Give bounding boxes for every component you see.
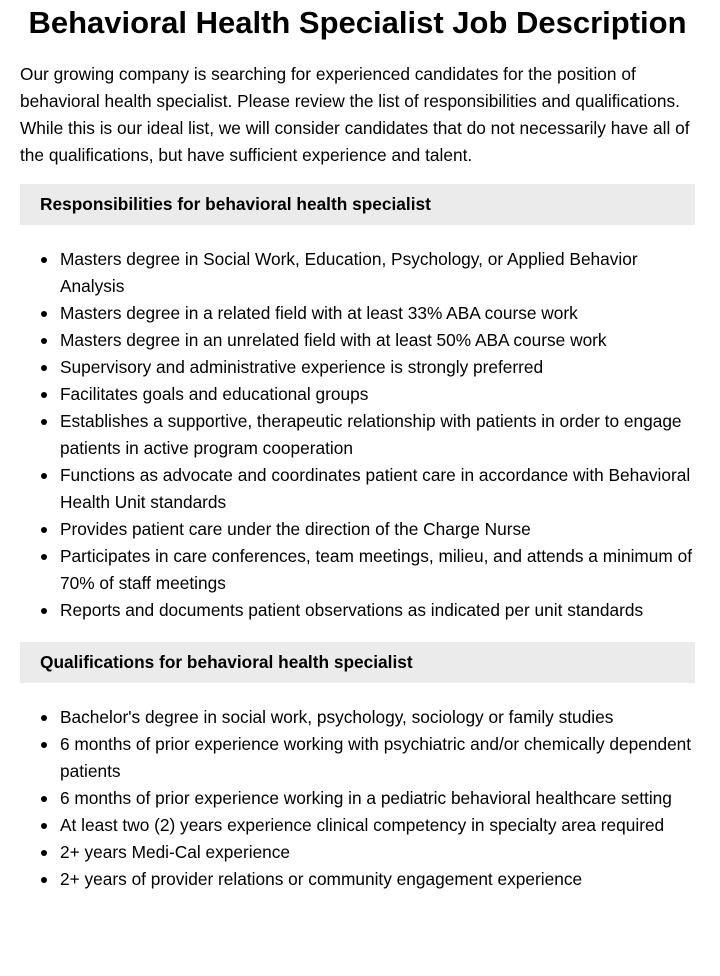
responsibility-item [20,408,695,462]
responsibility-text: Provides patient care under the direction of the Charge Nurse [60,519,531,539]
responsibilities-heading: Responsibilities for behavioral health specialist [20,184,695,225]
qualification-item [20,839,695,866]
responsibility-text: Masters degree in a related field with at least 33% ABA course work [60,303,578,323]
bullet-icon [41,365,47,371]
responsibilities-list [20,246,695,624]
responsibility-item [20,300,695,327]
responsibility-item [20,597,695,624]
bullet-icon [41,392,47,398]
bullet-icon [41,796,47,802]
bullet-icon [41,850,47,856]
qualification-text: 6 months of prior experience working with psychiatric and/or chemically dependent patients [60,734,692,781]
responsibility-text: Masters degree in an unrelated field with at least 50% ABA course work [60,330,607,350]
responsibility-text: Establishes a supportive, therapeutic relationship with patients in order to engage patients in active program cooperation [60,411,682,458]
qualification-item [20,704,695,731]
bullet-icon [41,473,47,479]
page-title: Behavioral Health Specialist Job Description [28,5,687,40]
bullet-icon [41,877,47,883]
qualifications-list [20,704,695,893]
qualification-text: 2+ years Medi-Cal experience [60,842,291,862]
qualification-item [20,812,695,839]
responsibility-item [20,543,695,597]
responsibility-text: Facilitates goals and educational groups [60,384,369,404]
bullet-icon [41,527,47,533]
responsibility-item [20,462,695,516]
bullet-icon [41,311,47,317]
responsibility-text: Functions as advocate and coordinates patient care in accordance with Behavioral Health Unit standards [60,465,691,512]
bullet-icon [41,823,47,829]
intro-paragraph: Our growing company is searching for experienced candidates for the position of behavioral health specialist. Please review the list of responsibilities and qualifications. While this is our ideal list, we will consider candidates that do not necessarily have all of the qualifications, but have sufficient experience and talent. [20,64,690,165]
responsibility-text: Supervisory and administrative experience is strongly preferred [60,357,544,377]
responsibility-text: Reports and documents patient observations as indicated per unit standards [60,600,644,620]
responsibility-item [20,246,695,300]
qualification-text: 2+ years of provider relations or community engagement experience [60,869,583,889]
qualification-item [20,785,695,812]
bullet-icon [41,608,47,614]
bullet-icon [41,554,47,560]
responsibility-text: Masters degree in Social Work, Education, Psychology, or Applied Behavior Analysis [60,249,638,296]
responsibility-item [20,516,695,543]
qualifications-heading: Qualifications for behavioral health specialist [20,642,695,683]
qualification-item [20,866,695,893]
responsibility-text: Participates in care conferences, team meetings, milieu, and attends a minimum of 70% of staff meetings [60,546,693,593]
qualification-item [20,731,695,785]
qualification-text: 6 months of prior experience working in a pediatric behavioral healthcare setting [60,788,672,808]
bullet-icon [41,742,47,748]
responsibility-item [20,327,695,354]
bullet-icon [41,257,47,263]
bullet-icon [41,338,47,344]
responsibility-item [20,381,695,408]
qualification-text: At least two (2) years experience clinical competency in specialty area required [60,815,665,835]
bullet-icon [41,419,47,425]
responsibility-item [20,354,695,381]
bullet-icon [41,715,47,721]
qualification-text: Bachelor's degree in social work, psychology, sociology or family studies [60,707,614,727]
